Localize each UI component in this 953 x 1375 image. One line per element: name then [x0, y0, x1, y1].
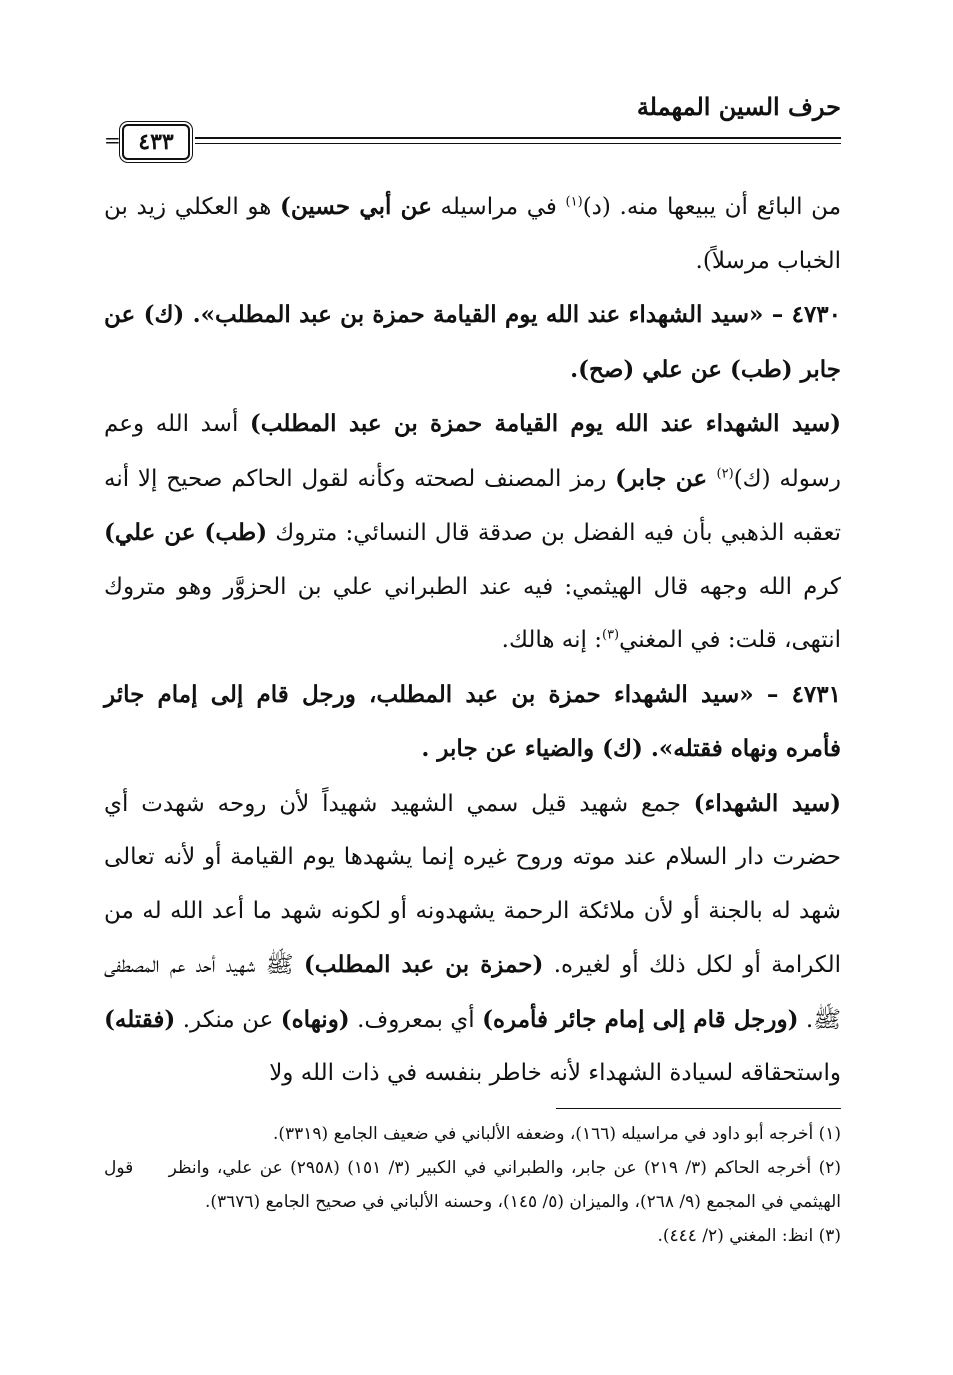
hadith-number: ٤٧٣٠ –	[763, 301, 842, 328]
page-number-ornament: =	[104, 128, 121, 152]
header-rule-thick	[195, 137, 841, 139]
hadith-4730	[104, 288, 841, 397]
running-header-title: حرف السين المهملة	[636, 92, 841, 121]
hadith-text: «سيد الشهداء عند الله يوم القيامة حمزة بن عبد المطلب». (ك) عن جابر (طب) عن علي (صح).	[104, 301, 841, 383]
hadith-4731	[104, 668, 841, 777]
footnote-3: (٣) انظ: المغني (٢/ ٤٤٤).	[657, 1226, 841, 1246]
page-number: ٤٣٣	[138, 129, 174, 155]
page-number-frame	[122, 124, 190, 160]
footnote-ref-2: (٢)	[716, 465, 734, 481]
main-text	[104, 180, 841, 1101]
footnote-2: (٢) أخرجه الحاكم (٣/ ٢١٩) عن جابر، والطبراني في الكبير (٣/ ١٥١) (٢٩٥٨) عن علي، وانظر قول الهيثمي في المجمع (٩/ ٢٦٨)، والميزان (٥/ ١٤٥)، وحسنه الألباني في صحيح الجامع (٣٦٧٦).	[104, 1158, 841, 1212]
header-rule-thin	[195, 143, 841, 144]
commentary-4730: (سيد الشهداء عند الله يوم القيامة حمزة بن عبد المطلب) أسد الله وعم رسوله (ك)$^{(٢)}$ عن جابر) رمز المصنف لصحته وكأنه لقول الحاكم صحيح إلا أنه تعقبه الذهبي بأن فيه الفضل بن صدقة قال النسائي: متروك (طب) عن علي) كرم الله وجهه قال الهيثمي: فيه عند الطبراني علي بن الحزوَّر وهو متروك انتهى، قلت: في المغني$^{(٣)}$: إنه هالك.	[104, 410, 842, 653]
footnotes	[104, 1117, 841, 1253]
footnote-ref-1: (١)	[565, 194, 583, 210]
footnote-ref-3: (٣)	[601, 627, 620, 643]
footnote-1: (١) أخرجه أبو داود في مراسيله (١٦٦)، وضعفه الألباني في ضعيف الجامع (٣٣١٩).	[272, 1124, 841, 1144]
hadith-number: ٤٧٣١ –	[753, 680, 841, 708]
footnote-divider	[556, 1108, 841, 1109]
commentary-4731: (سيد الشهداء) جمع شهيد قيل سمي الشهيد شهيداً لأن روحه شهدت أي حضرت دار السلام عند موته وروح غيره إنما يشهدها يوم القيامة أو لأنه تعالى شهد له بالجنة أو لأن ملائكة الرحمة يشهدونه أو لكونه شهد ما أعد الله له من الكرامة أو لكل ذلك أو لغيره. (حمزة بن عبد المطلب) ﷺ شهيد أحد عم المصطفى ﷺ. (ورجل قام إلى إمام جائر فأمره) أي بمعروف. (ونهاه) عن منكر. (فقتله) واستحقاقه لسيادة الشهداء لأنه خاطر بنفسه في ذات الله ولا	[104, 789, 841, 1086]
paragraph-continuation: من البائع أن يبيعها منه. (د)$^{(١)}$ في مراسيله عن أبي حسين) هو العكلي زيد بن الخباب مرسلاً).	[104, 193, 842, 274]
hadith-text: «سيد الشهداء حمزة بن عبد المطلب، ورجل قام إلى إمام جائر فأمره ونهاه فقتله». (ك) والضياء عن جابر .	[104, 680, 841, 762]
